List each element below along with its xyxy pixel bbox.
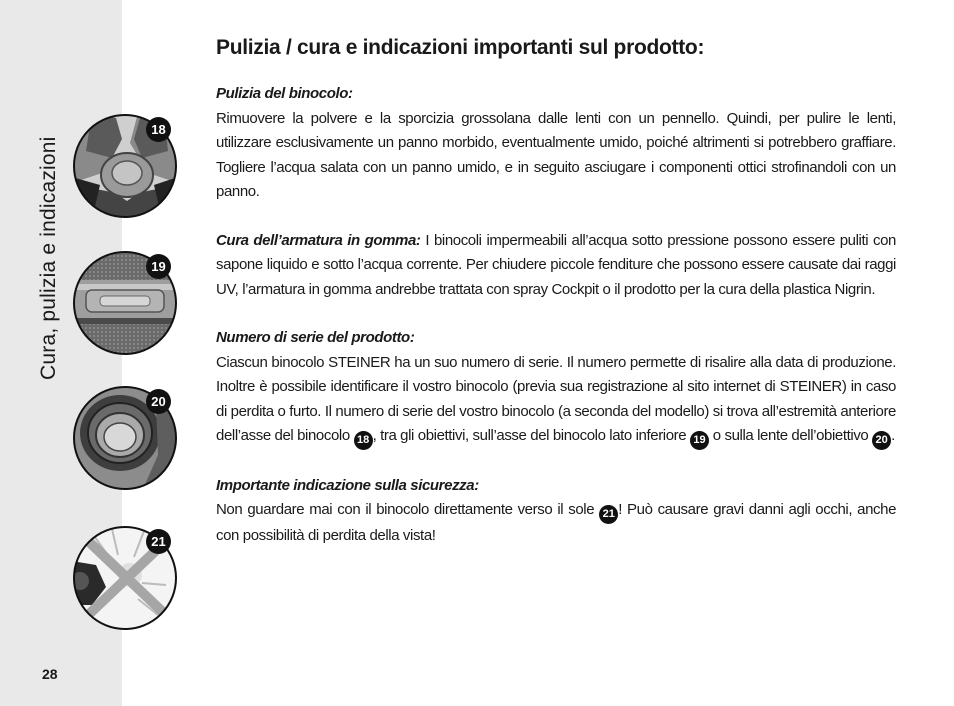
- figure-ref-19: 19: [690, 431, 709, 450]
- figure-badge-20: 20: [146, 389, 171, 414]
- section-safety: [216, 474, 896, 549]
- section-text: , tra gli obiettivi, sull’asse del binocolo lato inferiore: [372, 427, 687, 444]
- section-text: Rimuovere la polvere e la sporcizia grossolana dalle lenti con un pennello. Quindi, per pulire le lenti, utilizzare esclusivamente un panno morbido, eventualmente umido, poiché altrimenti si potrebbero graffiare. Togliere l’acqua salata con un panno umido, e in seguito asciugare i componenti ottici strofinandoli con un panno.: [216, 109, 896, 200]
- sidebar-title: Cura, pulizia e indicazioni: [37, 136, 60, 380]
- figure-ref-20: 20: [872, 431, 891, 450]
- page-title: Pulizia / cura e indicazioni importanti sul prodotto:: [216, 36, 705, 59]
- section-text: .: [891, 427, 895, 444]
- main-content: [216, 36, 896, 573]
- section-text: I binocoli impermeabili all’acqua sotto pressione possono essere puliti con sapone liquido e sotto l’acqua corrente. Per chiudere piccole fenditure che possono essere causate dai raggi UV, l’armatura in gomma andrebbe trattata con spray Cockpit o il prodotto per la cura della plastica Nigrin.: [216, 231, 896, 298]
- figure-badge-21: 21: [146, 529, 171, 554]
- section-text: Ciascun binocolo STEINER ha un suo numero di serie. Il numero permette di risalire alla data di produzione. Inoltre è possibile identificare il vostro binocolo (previa sua registrazione al sito internet di STEINER) in caso di perdita o furto. Il numero di serie del vostro binocolo (a seconda del modello) si trova all’estremità anteriore dell’asse del binocolo: [216, 353, 896, 444]
- figure-20: [72, 385, 182, 495]
- figure-21: [72, 525, 182, 635]
- section-heading: Cura dell’armatura in gomma:: [216, 231, 421, 249]
- section-heading: Pulizia del binocolo:: [216, 85, 353, 102]
- section-serial: [216, 326, 896, 450]
- page-number: 28: [42, 666, 58, 682]
- section-text: Non guardare mai con il binocolo direttamente verso il sole: [216, 501, 595, 519]
- section-text: o sulla lente dell’obiettivo: [712, 427, 869, 444]
- section-heading: Numero di serie del prodotto:: [216, 329, 415, 346]
- section-rubber: [216, 229, 896, 303]
- section-text: ! Può causare gravi danni agli occhi, anche con possibilità di perdita della vista!: [216, 501, 897, 544]
- figure-ref-18: 18: [354, 431, 373, 450]
- section-cleaning: [216, 82, 896, 205]
- section-heading: Importante indicazione sulla sicurezza:: [216, 476, 479, 494]
- figure-badge-18: 18: [146, 117, 171, 142]
- figure-ref-21: 21: [599, 505, 618, 524]
- figure-badge-19: 19: [146, 254, 171, 279]
- figure-19: [72, 250, 182, 360]
- figure-18: [72, 113, 182, 223]
